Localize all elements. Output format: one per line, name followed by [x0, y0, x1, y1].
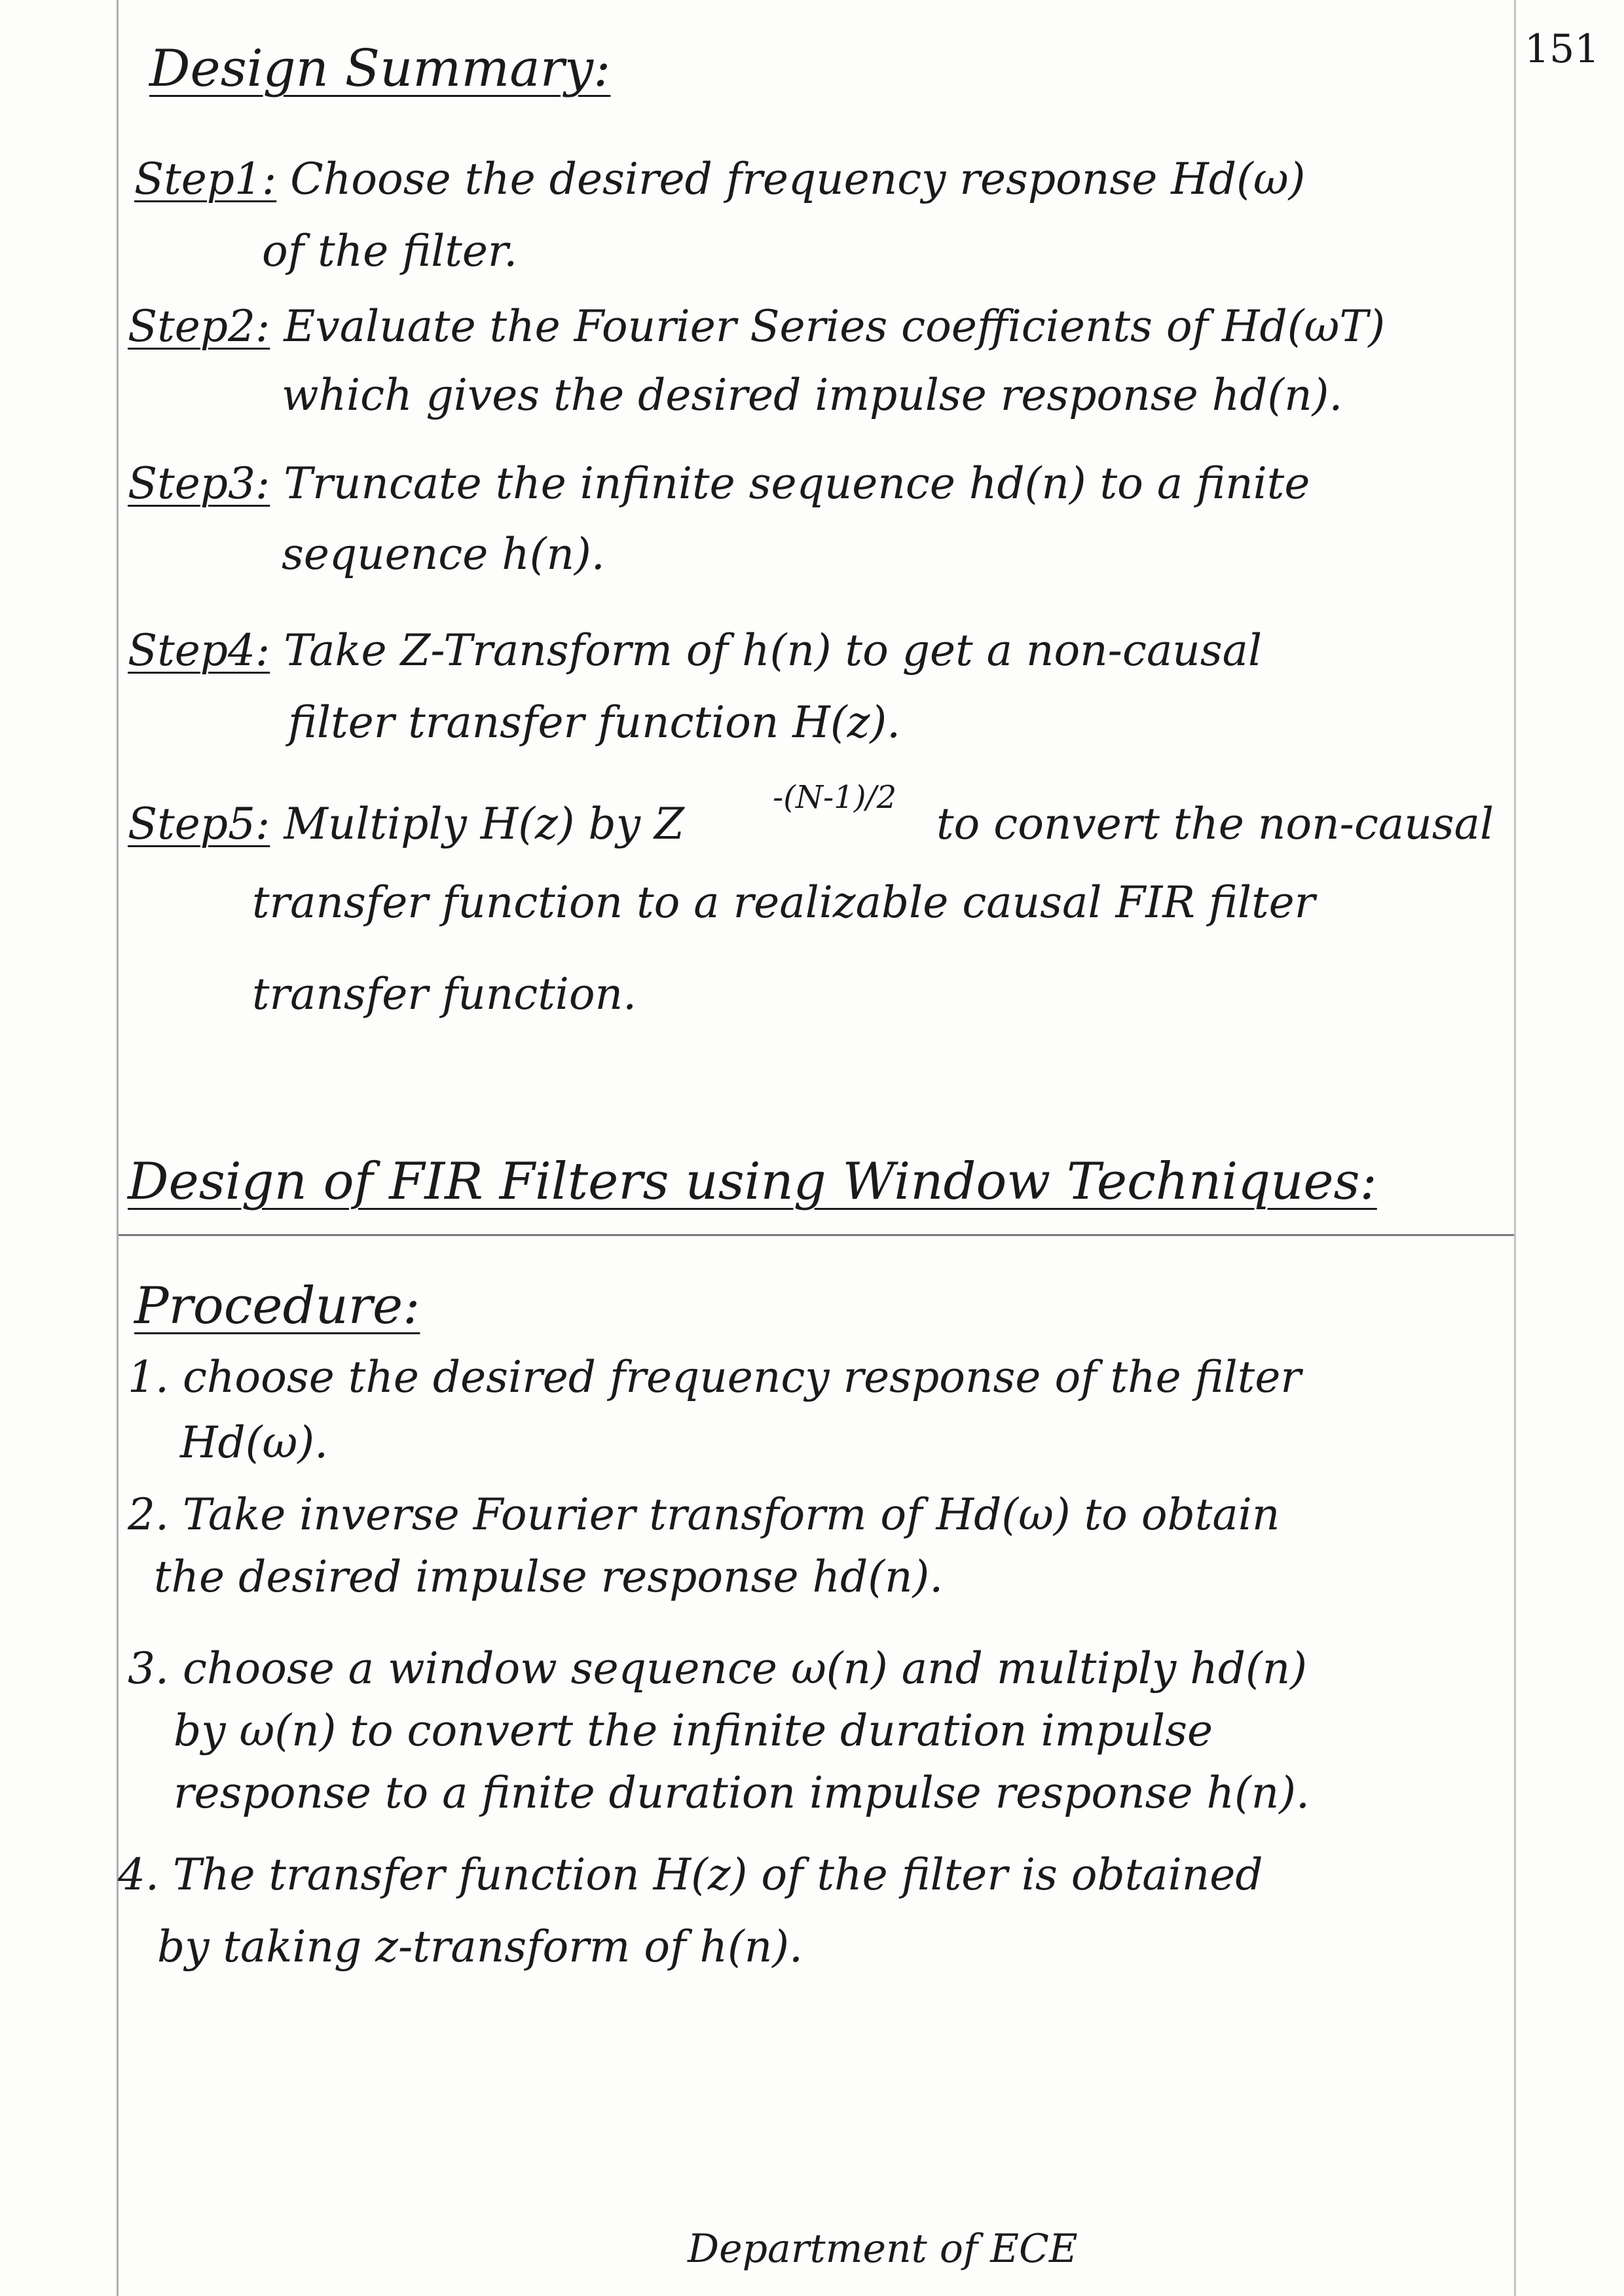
step3-line2: sequence h(n).	[282, 529, 605, 579]
section-divider	[119, 1234, 1514, 1236]
step4-label: Step4:	[128, 625, 270, 676]
step5-superscript: -(N-1)/2	[773, 779, 897, 816]
procedure-item-3-line1: 3. choose a window sequence ω(n) and multiply hd(n)	[128, 1643, 1308, 1694]
procedure-item-3-line3: response to a finite duration impulse response h(n).	[174, 1768, 1310, 1818]
step2-line2: which gives the desired impulse response hd(n).	[282, 370, 1343, 420]
step5-line3: transfer function.	[252, 969, 637, 1019]
step4-line2: filter transfer function H(z).	[288, 697, 901, 748]
procedure-item-2-line2: the desired impulse response hd(n).	[154, 1552, 944, 1602]
step5-line2: transfer function to a realizable causal FIR filter	[252, 877, 1316, 928]
procedure-item-1-line2: Hd(ω).	[180, 1417, 329, 1468]
left-margin-line	[117, 0, 119, 2296]
page-number: 151	[1524, 26, 1600, 72]
procedure-item-3-line2: by ω(n) to convert the infinite duration impulse	[174, 1705, 1213, 1756]
step5-line1-continued: to convert the non-causal	[936, 799, 1494, 849]
step1-line1: Step1: Choose the desired frequency response Hd(ω)	[134, 154, 1306, 204]
step3-line1: Step3: Truncate the infinite sequence hd(n) to a finite	[128, 458, 1310, 509]
step5-label: Step5:	[128, 799, 270, 849]
step4-line1: Step4: Take Z-Transform of h(n) to get a non-causal	[128, 625, 1263, 676]
procedure-item-4-line2: by taking z-transform of h(n).	[157, 1922, 803, 1972]
procedure-item-2-line1: 2. Take inverse Fourier transform of Hd(ω) to obtain	[128, 1489, 1280, 1540]
step5-line1: Step5: Multiply H(z) by Z	[128, 799, 684, 849]
design-summary-title: Design Summary:	[149, 39, 611, 98]
step1-label: Step1:	[134, 154, 277, 204]
procedure-title: Procedure:	[134, 1277, 420, 1336]
step1-line2: of the filter.	[262, 226, 518, 276]
footer-department: Department of ECE	[688, 2226, 1078, 2272]
step3-label: Step3:	[128, 458, 270, 509]
procedure-item-1-line1: 1. choose the desired frequency response of the filter	[128, 1352, 1301, 1402]
procedure-item-4-line1: 4. The transfer function H(z) of the filter is obtained	[118, 1850, 1263, 1900]
right-margin-line	[1514, 0, 1516, 2296]
step2-line1: Step2: Evaluate the Fourier Series coefficients of Hd(ωT)	[128, 301, 1386, 352]
step2-label: Step2:	[128, 301, 270, 352]
window-design-title: Design of FIR Filters using Window Techniques:	[128, 1152, 1377, 1211]
